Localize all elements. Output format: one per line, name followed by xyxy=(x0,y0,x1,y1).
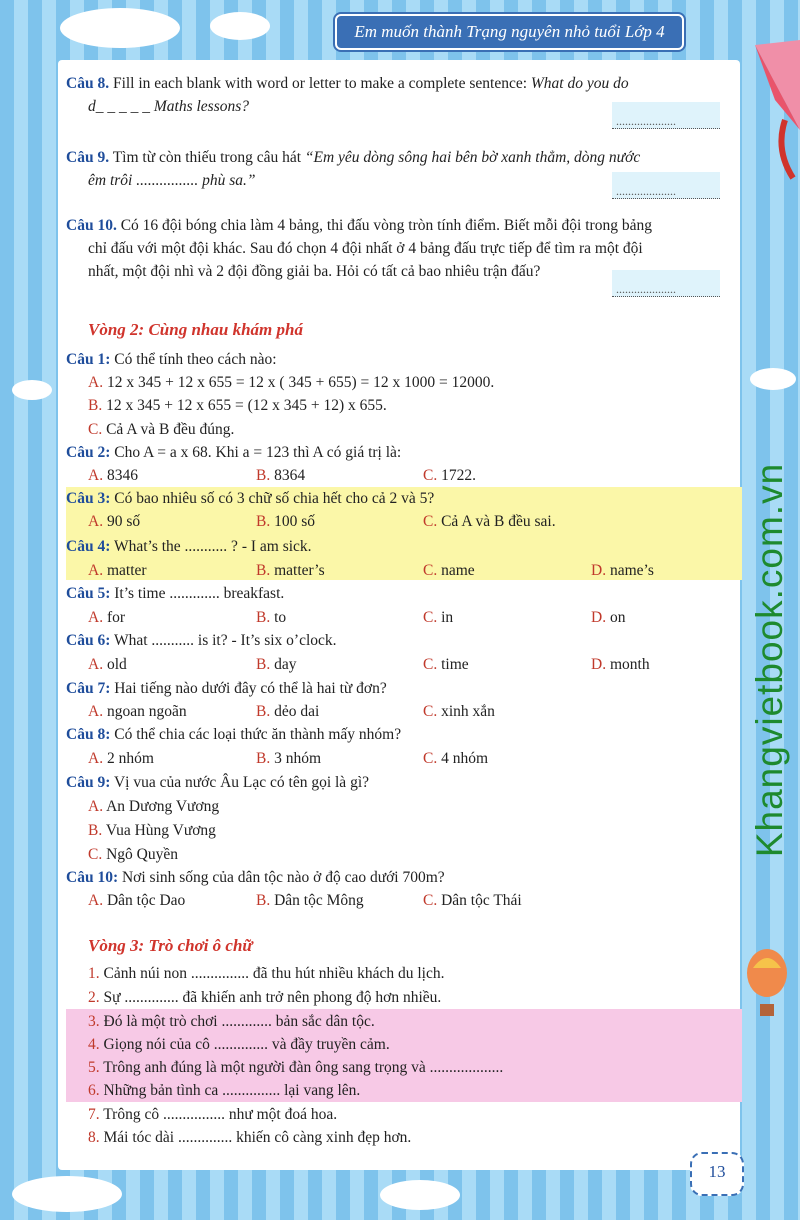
answer-box[interactable]: .................... xyxy=(612,102,720,129)
round-3-title: Vòng 3: Trò chơi ô chữ xyxy=(88,936,253,955)
r2-q4-option-c[interactable]: C. name xyxy=(423,562,475,579)
r2-question-6: Câu 6: What ........... is it? - It’s six o’clock. xyxy=(66,632,337,649)
watermark-side: Khangvietbook.com.vn xyxy=(749,462,790,858)
cloud-decoration xyxy=(210,12,270,40)
r3-item-4: 4. Giọng nói của cô .............. và đầy truyền cảm. xyxy=(88,1036,390,1053)
r3-item-3: 3. Đó là một trò chơi ............. bản sắc dân tộc. xyxy=(88,1013,375,1030)
r2-question-1: Câu 1: Có thể tính theo cách nào: xyxy=(66,351,277,368)
kite-icon xyxy=(745,40,800,180)
r2-q7-option-b[interactable]: B. dẻo dai xyxy=(256,703,320,720)
r2-q6-option-a[interactable]: A. old xyxy=(88,656,127,673)
r2-q6-option-d[interactable]: D. month xyxy=(591,656,650,673)
cloud-decoration xyxy=(380,1180,460,1210)
cloud-decoration xyxy=(12,380,52,400)
r2-q8-option-a[interactable]: A. 2 nhóm xyxy=(88,750,154,767)
r2-question-5: Câu 5: It’s time ............. breakfast. xyxy=(66,585,285,602)
r2-q5-option-c[interactable]: C. in xyxy=(423,609,454,626)
r2-q1-option-a[interactable]: A. 12 x 345 + 12 x 655 = 12 x ( 345 + 655) = 12 x 1000 = 12000. xyxy=(88,374,495,391)
r2-q2-option-b[interactable]: B. 8364 xyxy=(256,467,306,484)
r3-item-5: 5. Trông anh đúng là một người đàn ông sang trọng và ................... xyxy=(88,1059,504,1076)
round-2-title: Vòng 2: Cùng nhau khám phá xyxy=(88,320,303,339)
r2-q4-option-b[interactable]: B. matter’s xyxy=(256,562,325,579)
hot-air-balloon-icon xyxy=(745,948,790,1028)
r2-q9-option-c[interactable]: C. Ngô Quyền xyxy=(88,846,178,863)
r2-q6-option-b[interactable]: B. day xyxy=(256,656,297,673)
r2-q2-option-a[interactable]: A. 8346 xyxy=(88,467,138,484)
r2-q9-option-a[interactable]: A. An Dương Vương xyxy=(88,798,220,815)
r2-q3-option-c[interactable]: C. Cả A và B đều sai. xyxy=(423,513,556,530)
r2-question-7: Câu 7: Hai tiếng nào dưới đây có thể là hai từ đơn? xyxy=(66,680,387,697)
r2-question-4: Câu 4: What’s the ........... ? - I am sick. xyxy=(66,538,312,555)
r2-q5-option-b[interactable]: B. to xyxy=(256,609,287,626)
r2-q9-option-b[interactable]: B. Vua Hùng Vương xyxy=(88,822,216,839)
r2-question-9: Câu 9: Vị vua của nước Âu Lạc có tên gọi là gì? xyxy=(66,774,369,791)
r2-q4-option-a[interactable]: A. matter xyxy=(88,562,147,579)
r2-q4-option-d[interactable]: D. name’s xyxy=(591,562,654,579)
r2-question-10: Câu 10: Nơi sinh sống của dân tộc nào ở độ cao dưới 700m? xyxy=(66,869,445,886)
r2-question-3: Câu 3: Có bao nhiêu số có 3 chữ số chia hết cho cả 2 và 5? xyxy=(66,490,435,507)
r2-question-8: Câu 8: Có thể chia các loại thức ăn thành mấy nhóm? xyxy=(66,726,402,743)
page-header: Em muốn thành Trạng nguyên nhỏ tuổi Lớp 4 xyxy=(335,14,684,50)
r2-q5-option-d[interactable]: D. on xyxy=(591,609,626,626)
r2-q10-option-a[interactable]: A. Dân tộc Dao xyxy=(88,892,186,909)
r3-item-8: 8. Mái tóc dài .............. khiến cô càng xinh đẹp hơn. xyxy=(88,1129,412,1146)
r2-q1-option-b[interactable]: B. 12 x 345 + 12 x 655 = (12 x 345 + 12) x 655. xyxy=(88,397,387,414)
question-9-song: Câu 9. Tìm từ còn thiếu trong câu hát “Em yêu dòng sông hai bên bờ xanh thẳm, dòng nước êm trôi ................ phù sa.” xyxy=(66,149,641,189)
r2-q3-option-a[interactable]: A. 90 số xyxy=(88,513,141,530)
cloud-decoration xyxy=(12,1176,122,1212)
r2-q7-option-c[interactable]: C. xinh xắn xyxy=(423,703,495,720)
cloud-decoration xyxy=(750,368,796,390)
r2-q10-option-c[interactable]: C. Dân tộc Thái xyxy=(423,892,522,909)
question-10-football: Câu 10. Có 16 đội bóng chia làm 4 bảng, thi đấu vòng tròn tính điểm. Biết mỗi đội trong bảng chỉ đấu với một đội khác. Sau đó chọn 4 đội nhất ở 4 bảng đấu trực tiếp để tìm ra một đội nhất, một đội nhì và 2 đội đồng giải ba. Hỏi có tất cả bao nhiêu trận đấu? xyxy=(66,217,652,280)
cloud-decoration xyxy=(60,8,180,48)
r2-q3-option-b[interactable]: B. 100 số xyxy=(256,513,316,530)
page-number: 13 xyxy=(690,1152,744,1196)
r2-q10-option-b[interactable]: B. Dân tộc Mông xyxy=(256,892,364,909)
answer-box[interactable]: .................... xyxy=(612,172,720,199)
r2-question-2: Câu 2: Cho A = a x 68. Khi a = 123 thì A có giá trị là: xyxy=(66,444,402,461)
r2-q7-option-a[interactable]: A. ngoan ngoãn xyxy=(88,703,187,720)
r3-item-7: 7. Trông cô ................ như một đoá hoa. xyxy=(88,1106,338,1123)
r2-q8-option-b[interactable]: B. 3 nhóm xyxy=(256,750,322,767)
answer-box[interactable]: .................... xyxy=(612,270,720,297)
question-8-english: Câu 8. Fill in each blank with word or letter to make a complete sentence: What do you do d_ _ _ _ _ Maths lessons? xyxy=(66,75,629,115)
r2-q8-option-c[interactable]: C. 4 nhóm xyxy=(423,750,489,767)
r2-q1-option-c[interactable]: C. Cả A và B đều đúng. xyxy=(88,421,235,438)
r2-q5-option-a[interactable]: A. for xyxy=(88,609,126,626)
r3-item-6: 6. Những bản tình ca ............... lại vang lên. xyxy=(88,1082,361,1099)
r2-q2-option-c[interactable]: C. 1722. xyxy=(423,467,476,484)
r2-q6-option-c[interactable]: C. time xyxy=(423,656,469,673)
r3-item-2: 2. Sự .............. đã khiến anh trở nên phong độ hơn nhiều. xyxy=(88,989,442,1006)
r3-item-1: 1. Cảnh núi non ............... đã thu hút nhiều khách du lịch. xyxy=(88,965,445,982)
